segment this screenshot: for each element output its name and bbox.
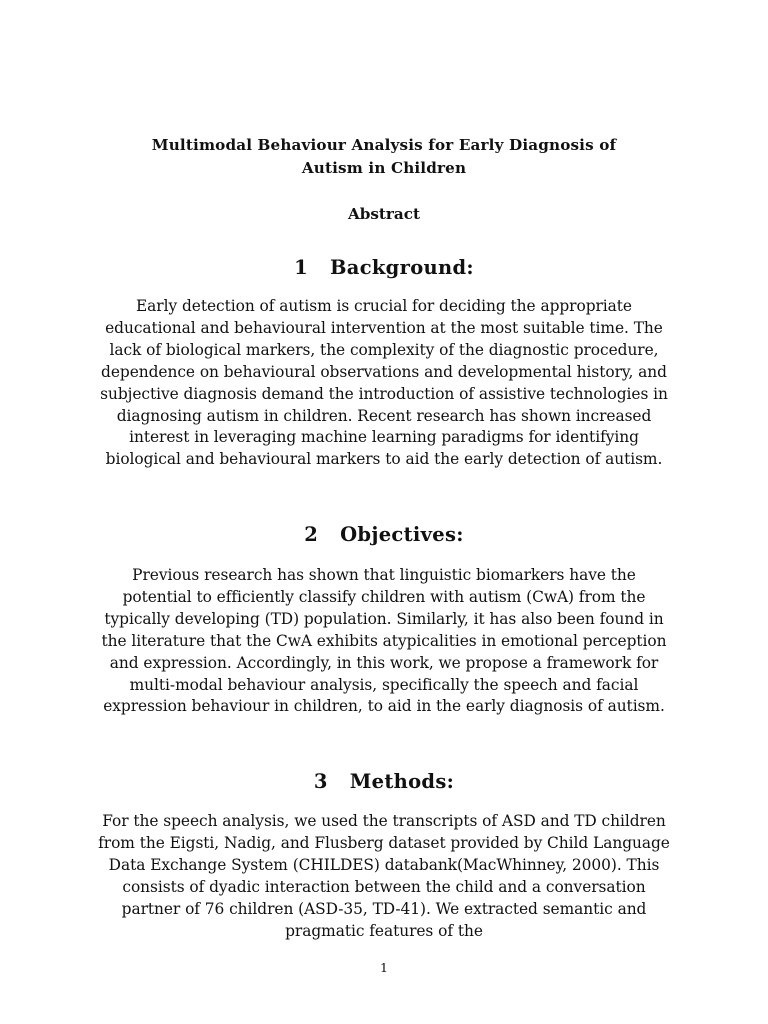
section-title: Background: [329, 256, 474, 279]
page-number: 1 [380, 960, 388, 975]
section-body-background: Early detection of autism is crucial for deciding the appropriate educational and behavioural intervention at the most suitable time. The lack of biological markers, the complexity of the diagnostic procedure, dependence on behavioural observations and developmental history, and subjective diagnosis demand the introduction of assistive technologies in diagnosing autism in children. Recent research has shown increased interest in leveraging machine learning paradigms for identifying biological and behavioural markers to aid the early detection of autism. [100, 297, 668, 469]
section-heading-objectives [84, 522, 684, 548]
section-title: Objectives: [340, 523, 464, 546]
section-body-objectives: Previous research has shown that linguistic biomarkers have the potential to efficiently classify children with autism (CwA) from the typically developing (TD) population. Similarly, it has also been found in the literature that the CwA exhibits atypicalities in emotional perception and expression. Accordingly, in this work, we propose a framework for multi-modal behaviour analysis, specifically the speech and facial expression behaviour in children, to aid in the early diagnosis of autism. [101, 566, 667, 716]
paper-title-line-2: Autism in Children [301, 159, 467, 177]
abstract-label: Abstract [347, 205, 421, 223]
section-number: 1 [294, 256, 308, 279]
section-number: 2 [304, 523, 319, 546]
section-title: Methods: [349, 770, 455, 793]
section-body-methods: For the speech analysis, we used the transcripts of ASD and TD children from the Eigsti, Nadig, and Flusberg dataset provided by Child Language Data Exchange System (CHILDES) databank(MacWhinney, 2000). This consists of dyadic interaction between the child and a conversation partner of 76 children (ASD-35, TD-41). We extracted semantic and pragmatic features of the [98, 812, 670, 940]
section-heading-background [84, 255, 684, 281]
paper-title-line-1: Multimodal Behaviour Analysis for Early Diagnosis of [151, 136, 617, 154]
section-number: 3 [313, 770, 328, 793]
paper-title [84, 134, 684, 180]
section-heading-methods [84, 769, 684, 795]
